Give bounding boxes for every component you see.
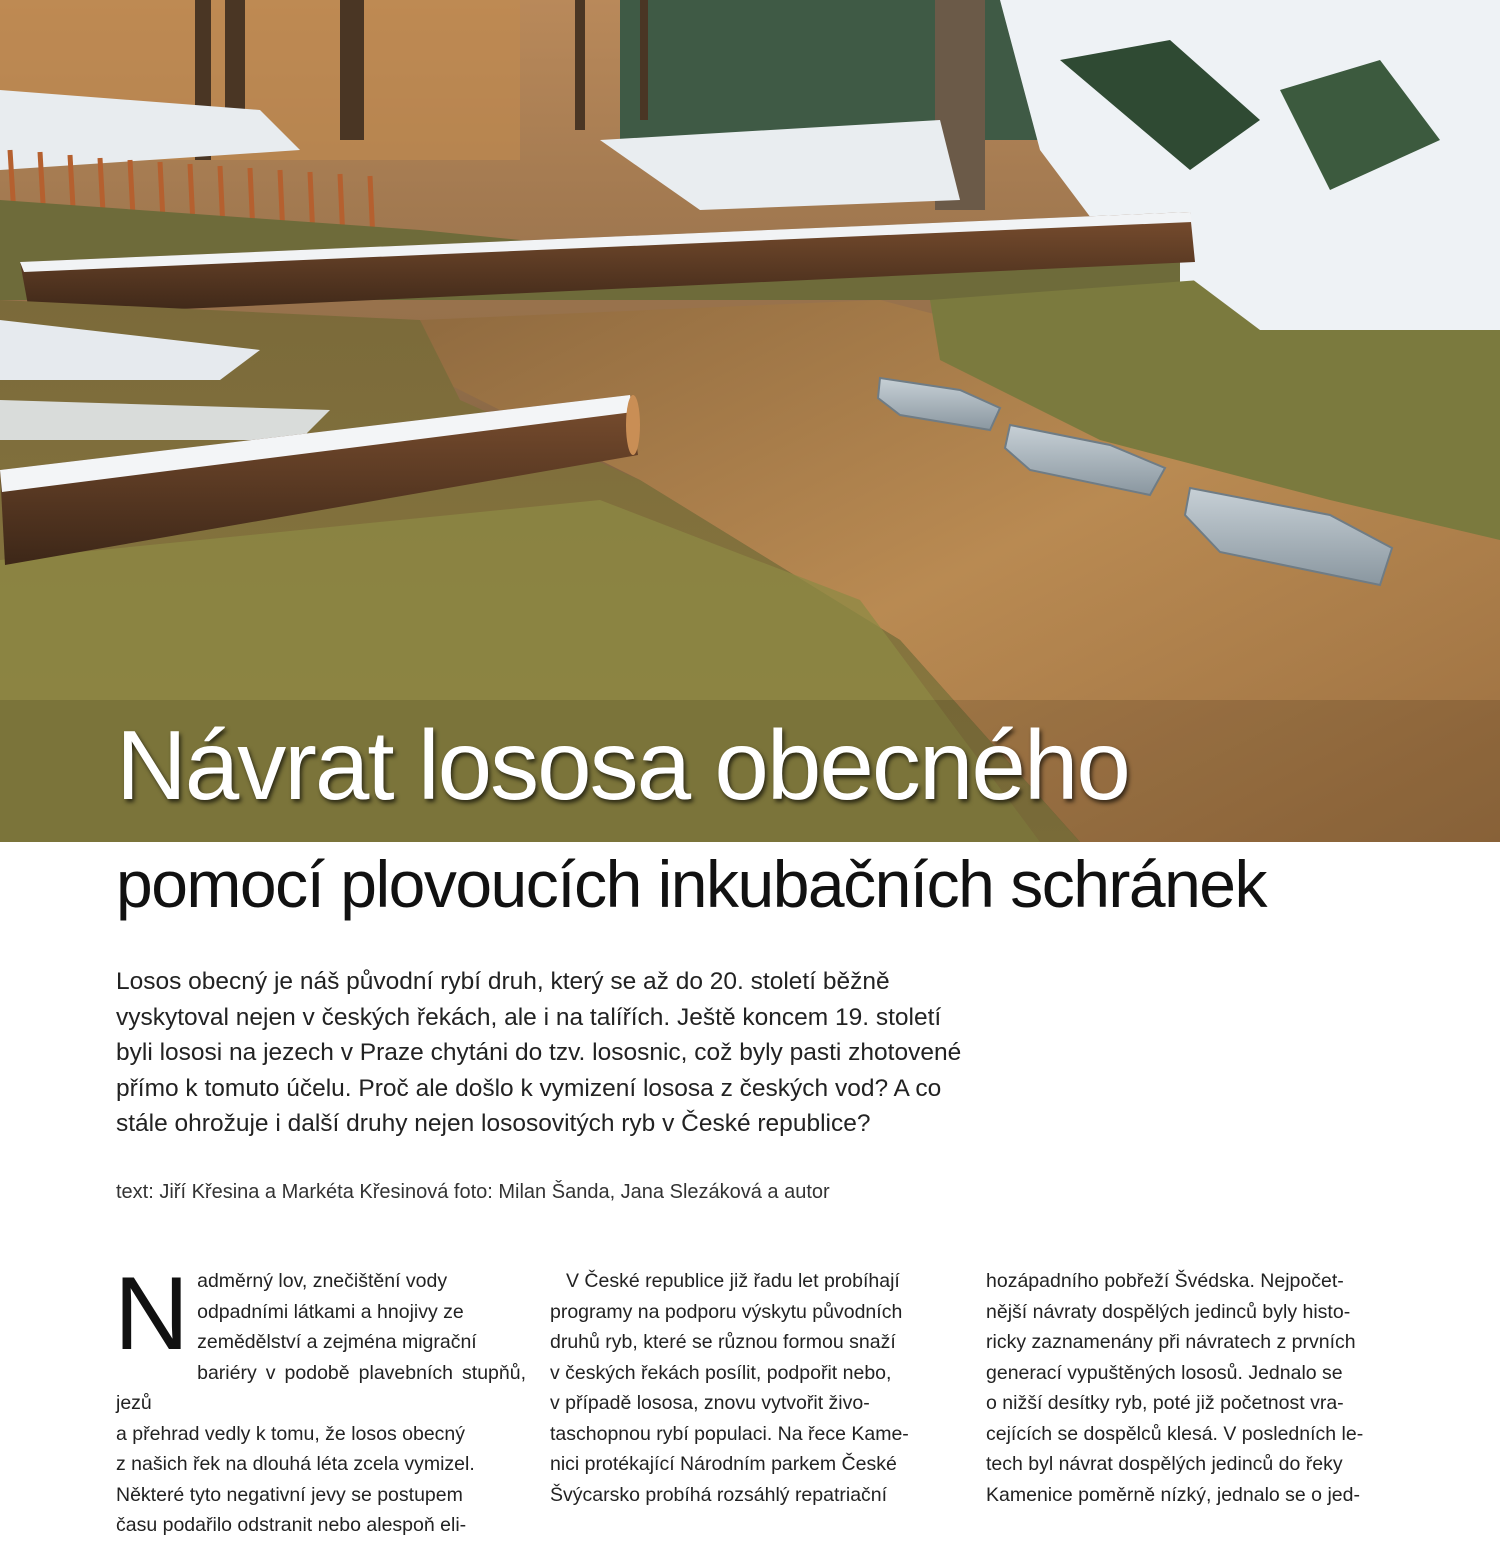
- drop-cap: N: [114, 1256, 190, 1372]
- body-line: Kamenice poměrně nízký, jednalo se o jed-: [986, 1483, 1360, 1506]
- body-column-3: [986, 1266, 1392, 1510]
- body-line: Některé tyto negativní jevy se postupem: [116, 1483, 463, 1506]
- lead-line: vyskytoval nejen v českých řekách, ale i na talířích. Ještě koncem 19. století: [116, 1003, 942, 1031]
- lead-line: byli lososi na jezech v Praze chytáni do tzv. lososnic, což byly pasti zhotovené: [116, 1039, 962, 1066]
- article-subtitle: pomocí plovoucích inkubačních schránek: [116, 847, 1267, 921]
- body-line: nici protékající Národním parkem České: [550, 1453, 897, 1475]
- body-line: tech byl návrat dospělých jedinců do řeky: [986, 1453, 1343, 1475]
- body-line: adměrný lov, znečištění vody: [197, 1270, 448, 1292]
- body-line: v případě lososa, znovu vytvořit živo-: [550, 1392, 870, 1414]
- body-line: cejících se dospělců klesá. V posledních le-: [986, 1422, 1364, 1445]
- body-column-2: [550, 1266, 955, 1510]
- body-line: nější návraty dospělých jedinců byly histo-: [986, 1300, 1351, 1323]
- body-line: času podařilo odstranit nebo alespoň eli-: [116, 1514, 467, 1536]
- body-line: odpadními látkami a hnojivy ze: [197, 1300, 464, 1323]
- body-line: z našich řek na dlouhá léta zcela vymizel.: [116, 1453, 475, 1475]
- body-line: programy na podporu výskytu původních: [550, 1300, 903, 1323]
- body-line: bariéry v podobě plavebních stupňů, jezů: [116, 1361, 526, 1414]
- body-line: generací vypuštěných lososů. Jednalo se: [986, 1361, 1343, 1384]
- article-credits: text: Jiří Křesina a Markéta Křesinová foto: Milan Šanda, Jana Slezáková a autor: [116, 1181, 830, 1203]
- body-line: V České republice již řadu let probíhají: [566, 1270, 900, 1292]
- body-line: hozápadního pobřeží Švédska. Nejpočet-: [986, 1270, 1344, 1292]
- body-line: o nižší desítky ryb, poté již početnost vra-: [986, 1392, 1344, 1414]
- body-column-1: [114, 1256, 526, 1541]
- lead-line: přímo k tomuto účelu. Proč ale došlo k vymizení lososa z českých vod? A co: [116, 1074, 942, 1102]
- body-line: a přehrad vedly k tomu, že losos obecný: [116, 1422, 466, 1445]
- lead-line: Losos obecný je náš původní rybí druh, který se až do 20. století běžně: [116, 968, 890, 995]
- body-line: zemědělství a zejména migrační: [197, 1331, 477, 1353]
- body-line: druhů ryb, které se různou formou snaží: [550, 1331, 896, 1353]
- article-title: Návrat lososa obecného: [116, 710, 1129, 820]
- body-line: Švýcarsko probíhá rozsáhlý repatriační: [550, 1483, 888, 1506]
- body-line: taschopnou rybí populaci. Na řece Kame-: [550, 1422, 909, 1445]
- body-line: v českých řekách posílit, podpořit nebo,: [550, 1361, 892, 1384]
- lead-line: stále ohrožuje i další druhy nejen lososovitých ryb v České republice?: [116, 1110, 871, 1137]
- lead-paragraph: [116, 964, 1076, 1142]
- body-line: ricky zaznamenány při návratech z prvních: [986, 1331, 1356, 1353]
